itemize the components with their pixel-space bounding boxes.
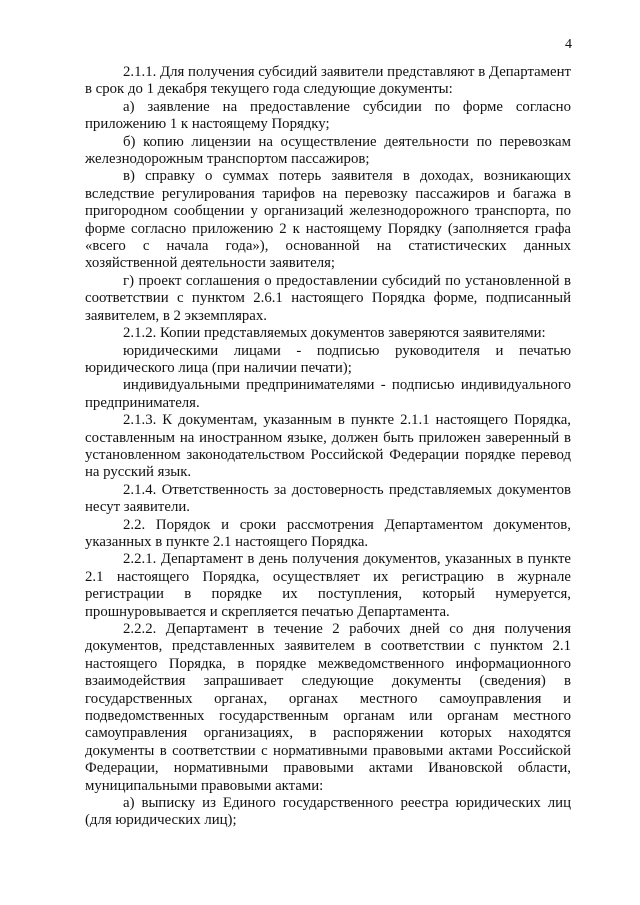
paragraph-entrepreneurs: индивидуальными предпринимателями - подписью индивидуального предпринимателя. (85, 377, 571, 411)
page-number: 4 (565, 37, 572, 52)
paragraph-2-2: 2.2. Порядок и сроки рассмотрения Департаментом документов, указанных в пункте 2.1 настоящего Порядка. (85, 516, 571, 550)
paragraph-2-1-2: 2.1.2. Копии представляемых документов заверяются заявителями: (123, 325, 546, 342)
paragraph-item-v: в) справку о суммах потерь заявителя в доходах, возникающих вследствие регулирования тарифов на перевозку пассажиров и багажа в пригородном сообщении у организаций железнодорожного транспорта, по форме согласно приложению 2 к настоящему Порядку (заполняется графа «всего с начала года»), основанной на статистических данных хозяйственной деятельности заявителя; (85, 168, 571, 272)
paragraph-2-1-4: 2.1.4. Ответственность за достоверность представляемых документов несут заявители. (85, 481, 571, 516)
document-body (85, 64, 571, 830)
paragraph-extract-a: а) выписку из Единого государственного реестра юридических лиц (для юридических лиц); (85, 795, 571, 829)
paragraph-item-g: г) проект соглашения о предоставлении субсидий по установленной в соответствии с пунктом 2.6.1 настоящего Порядка форме, подписанный заявителем, в 2 экземплярах. (85, 272, 571, 324)
paragraph-2-1-1: 2.1.1. Для получения субсидий заявители представляют в Департамент в срок до 1 декабря текущего года следующие документы: (85, 64, 571, 98)
paragraph-2-2-2: 2.2.2. Департамент в течение 2 рабочих дней со дня получения документов, представленных заявителем в соответствии с пунктом 2.1 настоящего Порядка, в порядке межведомственного информационного взаимодействия запрашивает следующие документы (сведения) в государственных органах, органах местного самоуправления и подведомственных государственным органам или органам местного самоуправления организациях, в распоряжении которых находятся документы в соответствии с нормативными правовыми актами Российской Федерации, нормативными правовыми актами Ивановской области, муниципальными правовыми актами: (85, 621, 571, 794)
paragraph-legal-entities: юридическими лицами - подписью руководителя и печатью юридического лица (при наличии печати); (85, 342, 571, 376)
paragraph-item-a: а) заявление на предоставление субсидии по форме согласно приложению 1 к настоящему Порядку; (85, 98, 571, 133)
paragraph-2-2-1: 2.2.1. Департамент в день получения документов, указанных в пункте 2.1 настоящего Порядка, осуществляет их регистрацию в журнале регистрации в порядке их поступления, который нумеруется, прошнуровывается и скрепляется печатью Департамента. (85, 551, 571, 620)
paragraph-item-b: б) копию лицензии на осуществление деятельности по перевозкам железнодорожным транспортом пассажиров; (85, 133, 571, 168)
paragraph-2-1-3: 2.1.3. К документам, указанным в пункте 2.1.1 настоящего Порядка, составленным на иностранном языке, должен быть приложен заверенный в установленном законодательством Российской Федерации порядке перевод на русский язык. (85, 412, 571, 481)
